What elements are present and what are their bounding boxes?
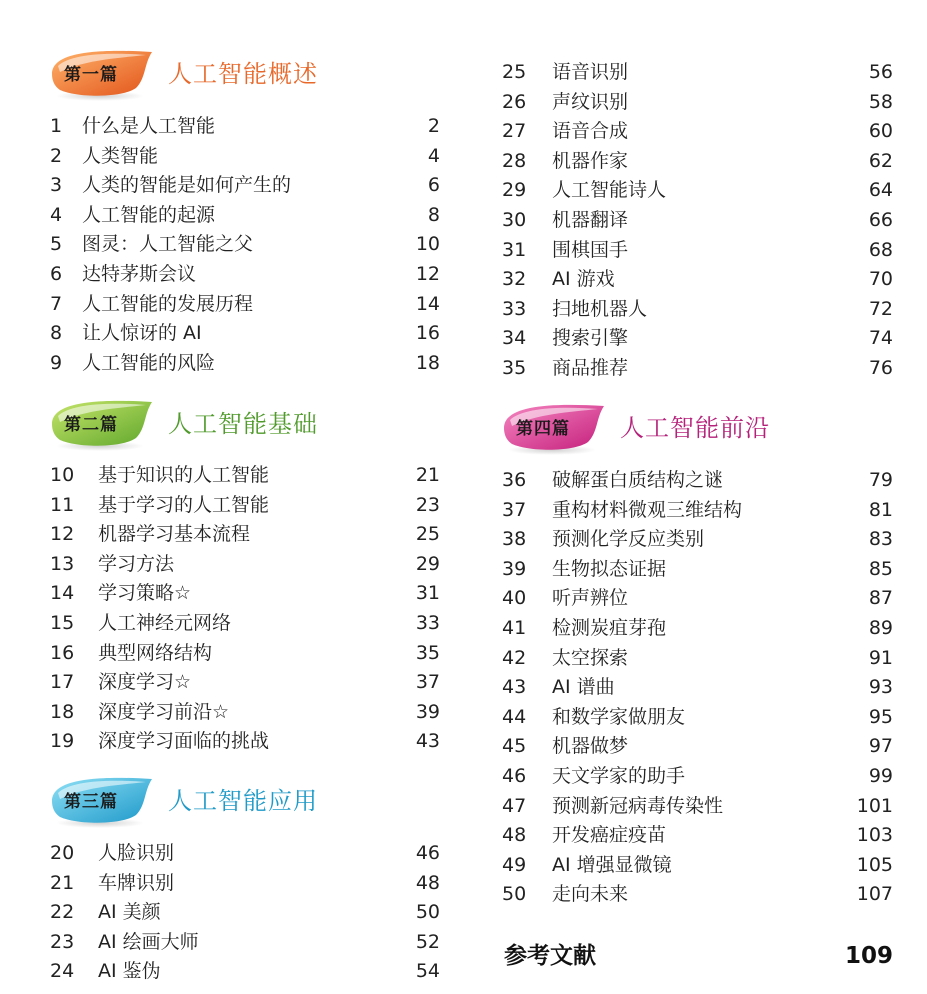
- entry-number: 17: [50, 671, 75, 694]
- toc-entry[interactable]: [48, 319, 440, 347]
- toc-entry[interactable]: [48, 112, 440, 140]
- toc-entry[interactable]: [500, 703, 893, 731]
- toc-entry[interactable]: [48, 957, 440, 985]
- toc-entry[interactable]: [500, 792, 893, 820]
- entry-number: 11: [50, 493, 75, 516]
- entry-page-number: 6: [427, 174, 440, 197]
- toc-entry[interactable]: [500, 496, 893, 524]
- entry-number: 44: [502, 705, 527, 728]
- entry-title: 人工神经元网络: [98, 612, 232, 634]
- entry-number: 8: [50, 322, 63, 345]
- entry-page-number: 103: [856, 824, 893, 847]
- entry-number: 36: [502, 469, 527, 491]
- entry-title: AI 游戏: [552, 268, 615, 291]
- entry-number: 46: [502, 765, 527, 787]
- toc-entry[interactable]: [500, 176, 893, 204]
- entry-page-number: 14: [415, 292, 440, 315]
- entry-page-number: 74: [868, 327, 893, 350]
- entry-title: 人工智能的发展历程: [82, 292, 254, 315]
- entry-number: 2: [50, 144, 63, 167]
- entry-number: 20: [50, 842, 75, 864]
- toc-entry[interactable]: [48, 639, 440, 667]
- toc-entry[interactable]: [500, 88, 893, 116]
- toc-entry[interactable]: [500, 555, 893, 583]
- entry-page-number: 83: [868, 528, 893, 551]
- toc-entry[interactable]: [48, 230, 440, 258]
- entry-number: 15: [50, 612, 75, 634]
- entry-number: 37: [502, 498, 527, 521]
- entry-page-number: 64: [868, 179, 893, 202]
- entry-page-number: 101: [856, 794, 893, 817]
- entry-page-number: 58: [868, 90, 893, 113]
- entry-number: 6: [50, 263, 63, 285]
- toc-entry[interactable]: [48, 698, 440, 726]
- entry-number: 28: [502, 149, 527, 172]
- toc-entry[interactable]: [48, 142, 440, 170]
- entry-page-number: 95: [868, 705, 893, 728]
- entry-page-number: 37: [415, 671, 440, 694]
- references-entry[interactable]: [500, 938, 893, 974]
- part-label: 第一篇: [64, 65, 118, 85]
- entry-title: 扫地机器人: [552, 297, 648, 320]
- toc-entry[interactable]: [500, 525, 893, 553]
- entry-number: 23: [50, 930, 75, 953]
- toc-entry[interactable]: [500, 265, 893, 293]
- entry-number: 31: [502, 238, 527, 261]
- entry-page-number: 79: [868, 469, 893, 491]
- toc-entry[interactable]: [48, 520, 440, 548]
- entry-number: 35: [502, 357, 527, 379]
- entry-title: 开发癌症疫苗: [552, 824, 667, 847]
- toc-entry[interactable]: [48, 898, 440, 926]
- toc-entry[interactable]: [48, 839, 440, 867]
- entry-page-number: 93: [868, 676, 893, 699]
- toc-entry[interactable]: [48, 579, 440, 607]
- toc-entry[interactable]: [500, 644, 893, 672]
- entry-title: AI 增强显微镜: [552, 853, 672, 876]
- toc-entry[interactable]: [500, 584, 893, 612]
- entry-number: 26: [502, 90, 527, 113]
- entry-number: 27: [502, 120, 527, 143]
- entry-page-number: 31: [415, 582, 440, 605]
- entry-number: 25: [502, 61, 527, 83]
- entry-number: 3: [50, 174, 63, 197]
- entry-page-number: 68: [868, 238, 893, 261]
- part-title: 人工智能基础: [168, 410, 318, 438]
- entry-title: 深度学习面临的挑战: [98, 730, 270, 753]
- entry-number: 13: [50, 552, 75, 575]
- toc-entry[interactable]: [500, 324, 893, 352]
- entry-title: 检测炭疽芽孢: [552, 617, 667, 639]
- toc-entry[interactable]: [500, 673, 893, 701]
- entry-title: 什么是人工智能: [82, 115, 216, 137]
- entry-number: 5: [50, 233, 63, 256]
- entry-title: 人类的智能是如何产生的: [82, 174, 292, 197]
- entry-number: 38: [502, 528, 527, 551]
- toc-entry[interactable]: [48, 928, 440, 956]
- entry-number: 49: [502, 853, 527, 876]
- entry-number: 33: [502, 297, 527, 320]
- entry-page-number: 48: [415, 871, 440, 894]
- entry-page-number: 29: [415, 552, 440, 575]
- entry-title: 让人惊讶的 AI: [82, 322, 202, 345]
- entry-title: 机器作家: [552, 149, 629, 172]
- entry-title: AI 绘画大师: [98, 930, 199, 953]
- entry-number: 41: [502, 617, 527, 639]
- entry-number: 32: [502, 268, 527, 291]
- toc-entry[interactable]: [500, 58, 893, 86]
- toc-entry[interactable]: [500, 762, 893, 790]
- entry-page-number: 62: [868, 149, 893, 172]
- entry-title: 车牌识别: [98, 871, 175, 894]
- toc-entry[interactable]: [48, 260, 440, 288]
- entry-page-number: 105: [856, 853, 893, 876]
- entry-number: 24: [50, 960, 75, 983]
- entry-page-number: 81: [868, 498, 893, 521]
- part-heading[interactable]: [500, 400, 860, 464]
- entry-page-number: 97: [868, 735, 893, 758]
- toc-entry[interactable]: [48, 491, 440, 519]
- entry-number: 21: [50, 871, 75, 894]
- part-label: 第四篇: [516, 419, 570, 439]
- entry-page-number: 12: [415, 263, 440, 285]
- part-heading[interactable]: [48, 396, 408, 460]
- entry-page-number: 66: [868, 209, 893, 231]
- entry-page-number: 52: [415, 930, 440, 953]
- entry-title: 学习策略☆: [98, 582, 192, 605]
- entry-title: 机器翻译: [552, 209, 629, 231]
- toc-entry[interactable]: [500, 147, 893, 175]
- entry-number: 9: [50, 351, 63, 374]
- entry-number: 40: [502, 587, 527, 610]
- toc-entry[interactable]: [48, 201, 440, 229]
- entry-number: 22: [50, 901, 75, 924]
- entry-number: 42: [502, 646, 527, 669]
- entry-title: AI 鉴伪: [98, 960, 161, 983]
- entry-title: 学习方法: [98, 552, 175, 575]
- entry-number: 18: [50, 700, 75, 723]
- part-heading[interactable]: [48, 773, 408, 837]
- entry-title: 机器做梦: [552, 735, 629, 758]
- toc-entry[interactable]: [48, 668, 440, 696]
- entry-page-number: 23: [415, 493, 440, 516]
- part-title: 人工智能前沿: [620, 414, 770, 442]
- entry-page-number: 4: [427, 144, 440, 167]
- toc-entry[interactable]: [48, 609, 440, 637]
- entry-title: 围棋国手: [552, 238, 629, 261]
- entry-title: 人类智能: [82, 144, 159, 167]
- entry-page-number: 54: [415, 960, 440, 983]
- entry-number: 1: [50, 115, 63, 137]
- entry-number: 45: [502, 735, 527, 758]
- entry-title: 图灵：人工智能之父: [82, 233, 254, 256]
- entry-title: 生物拟态证据: [552, 557, 667, 580]
- toc-entry[interactable]: [500, 117, 893, 145]
- entry-title: 人工智能诗人: [552, 179, 667, 202]
- entry-title: 达特茅斯会议: [82, 263, 197, 285]
- part-heading[interactable]: [48, 46, 408, 110]
- entry-title: 听声辨位: [552, 587, 629, 610]
- entry-number: 48: [502, 824, 527, 847]
- toc-entry[interactable]: [48, 349, 440, 377]
- entry-page-number: 2: [427, 115, 440, 137]
- entry-title: 破解蛋白质结构之谜: [552, 469, 724, 491]
- toc-entry[interactable]: [48, 171, 440, 199]
- entry-title: 语音合成: [552, 120, 629, 143]
- toc-entry[interactable]: [500, 236, 893, 264]
- entry-page-number: 39: [415, 700, 440, 723]
- entry-number: 14: [50, 582, 75, 605]
- entry-title: 预测新冠病毒传染性: [552, 794, 724, 817]
- entry-number: 43: [502, 676, 527, 699]
- toc-entry[interactable]: [48, 727, 440, 755]
- entry-page-number: 43: [415, 730, 440, 753]
- entry-page-number: 33: [415, 612, 440, 634]
- entry-title: 走向未来: [552, 883, 629, 906]
- entry-number: 19: [50, 730, 75, 753]
- entry-title: 基于知识的人工智能: [98, 464, 270, 486]
- entry-number: 47: [502, 794, 527, 817]
- entry-title: 深度学习☆: [98, 671, 192, 694]
- toc-entry[interactable]: [500, 880, 893, 908]
- entry-title: 预测化学反应类别: [552, 528, 705, 551]
- toc-entry[interactable]: [500, 295, 893, 323]
- entry-page-number: 87: [868, 587, 893, 610]
- entry-page-number: 72: [868, 297, 893, 320]
- entry-page-number: 25: [415, 523, 440, 546]
- toc-entry[interactable]: [500, 206, 893, 234]
- entry-page-number: 60: [868, 120, 893, 143]
- entry-page-number: 76: [868, 357, 893, 379]
- entry-number: 34: [502, 327, 527, 350]
- part-label: 第三篇: [64, 792, 118, 812]
- entry-page-number: 107: [856, 883, 893, 906]
- entry-title: 商品推荐: [552, 357, 629, 379]
- entry-page-number: 91: [868, 646, 893, 669]
- entry-number: 10: [50, 464, 75, 486]
- entry-page-number: 70: [868, 268, 893, 291]
- toc-entry[interactable]: [500, 354, 893, 382]
- toc-entry[interactable]: [500, 821, 893, 849]
- entry-page-number: 16: [415, 322, 440, 345]
- entry-number: 30: [502, 209, 527, 231]
- part-title: 人工智能概述: [168, 60, 318, 88]
- toc-entry[interactable]: [500, 851, 893, 879]
- entry-page-number: 85: [868, 557, 893, 580]
- toc-entry[interactable]: [500, 614, 893, 642]
- entry-title: 人工智能的起源: [82, 203, 216, 226]
- entry-title: 典型网络结构: [98, 641, 213, 664]
- entry-title: 太空探索: [552, 646, 629, 669]
- entry-title: 人工智能的风险: [82, 351, 216, 374]
- entry-title: 深度学习前沿☆: [98, 700, 230, 723]
- entry-title: 机器学习基本流程: [98, 523, 251, 546]
- entry-page-number: 10: [415, 233, 440, 256]
- entry-title: 声纹识别: [552, 90, 629, 113]
- entry-number: 7: [50, 292, 63, 315]
- entry-page-number: 89: [868, 617, 893, 639]
- toc-entry[interactable]: [48, 550, 440, 578]
- entry-page-number: 99: [868, 765, 893, 787]
- entry-title: 搜索引擎: [552, 327, 629, 350]
- entry-number: 12: [50, 523, 75, 546]
- toc-entry[interactable]: [500, 466, 893, 494]
- entry-page-number: 50: [415, 901, 440, 924]
- entry-number: 29: [502, 179, 527, 202]
- entry-title: 天文学家的助手: [552, 765, 686, 787]
- entry-title: 人脸识别: [98, 842, 175, 864]
- entry-page-number: 18: [415, 351, 440, 374]
- part-title: 人工智能应用: [168, 787, 318, 815]
- toc-entry[interactable]: [48, 461, 440, 489]
- entry-page-number: 46: [415, 842, 440, 864]
- entry-title: AI 美颜: [98, 901, 161, 924]
- entry-page-number: 8: [427, 203, 440, 226]
- references-page-number: 109: [844, 943, 893, 969]
- entry-page-number: 56: [868, 61, 893, 83]
- toc-entry[interactable]: [48, 869, 440, 897]
- entry-page-number: 21: [415, 464, 440, 486]
- entry-title: 语音识别: [552, 61, 629, 83]
- toc-entry[interactable]: [48, 290, 440, 318]
- part-label: 第二篇: [64, 415, 118, 435]
- entry-title: 和数学家做朋友: [552, 705, 686, 728]
- entry-title: AI 谱曲: [552, 676, 615, 699]
- entry-title: 重构材料微观三维结构: [552, 498, 743, 521]
- toc-entry[interactable]: [500, 732, 893, 760]
- entry-number: 16: [50, 641, 75, 664]
- entry-number: 39: [502, 557, 527, 580]
- entry-page-number: 35: [415, 641, 440, 664]
- entry-number: 50: [502, 883, 527, 906]
- entry-title: 基于学习的人工智能: [98, 493, 270, 516]
- references-title: 参考文献: [504, 942, 596, 969]
- entry-number: 4: [50, 203, 63, 226]
